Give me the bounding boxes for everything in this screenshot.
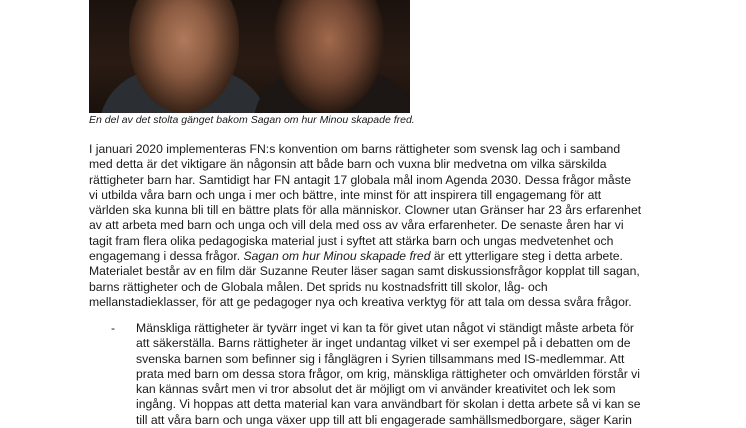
bullet-marker: - bbox=[111, 321, 116, 335]
person-left-face bbox=[129, 0, 239, 113]
person-right-face bbox=[274, 0, 384, 113]
photo-caption: En del av det stolta gänget bakom Sagan om hur Minou skapade fred. bbox=[89, 114, 415, 126]
paragraph-italic-title: Sagan om hur Minou skapade fred bbox=[243, 249, 431, 264]
group-photo bbox=[89, 0, 410, 113]
body-paragraph bbox=[89, 142, 669, 310]
paragraph-text-start: I januari 2020 implementeras FN:s konvention om barns rättigheter som svensk lag och i samband med detta är det viktigare än någonsin att både barn och vuxna blir medvetna om vilka särskilda rättigheter barn har. Samtidigt har FN antagit 17 globala mål inom Agenda 2030. Dessa frågor måste vi utbilda våra barn och unga i mer och bättre, inte minst för att inspirera till engagemang för att världen ska kunna bli till en bättre plats för alla människor. Clowner utan Gränser har 23 års erfarenhet av att arbeta med barn och unga och vill dela med oss av våra erfarenheter. De senaste åren har vi tagit fram flera olika pedagogiska material just i syftet att stärka barn och ungas medvetenhet och engagemang i dessa frågor. bbox=[89, 142, 642, 264]
paragraph-text-end: är ett ytterligare steg i detta arbete. Materialet består av en film där Suzanne Reuter läser sagan samt diskussionsfrågor kopplat till sagan, barns rättigheter och de Globala målen. Det sprids nu kostnadsfritt till skolor, låg- och mellanstadieklasser, för att ge pedagoger nya och kreativa verktyg för att tala om dessa svåra frågor. bbox=[89, 249, 640, 309]
bullet-text: Mänskliga rättigheter är tyvärr inget vi kan ta för givet utan något vi ständigt måste arbeta för att säkerställa. Barns rättigheter är inget undantag vilket vi ser exempel på i debatten om de svenska barnen som befinner sig i fånglägren i Syrien tillsammans med IS-medlemmar. Att prata med barn om dessa stora frågor, om krig, mänskliga rättigheter och omvärlden förstår vi kan kännas svårt men vi tror absolut det är möjligt om vi använder kreativitet och lek som ingång. Vi hoppas att detta material kan vara användbart för skolan i detta arbete så vi kan se till att våra barn och unga växer upp till att bli engagerade samhällsmedborgare, säger Karin bbox=[136, 321, 641, 427]
